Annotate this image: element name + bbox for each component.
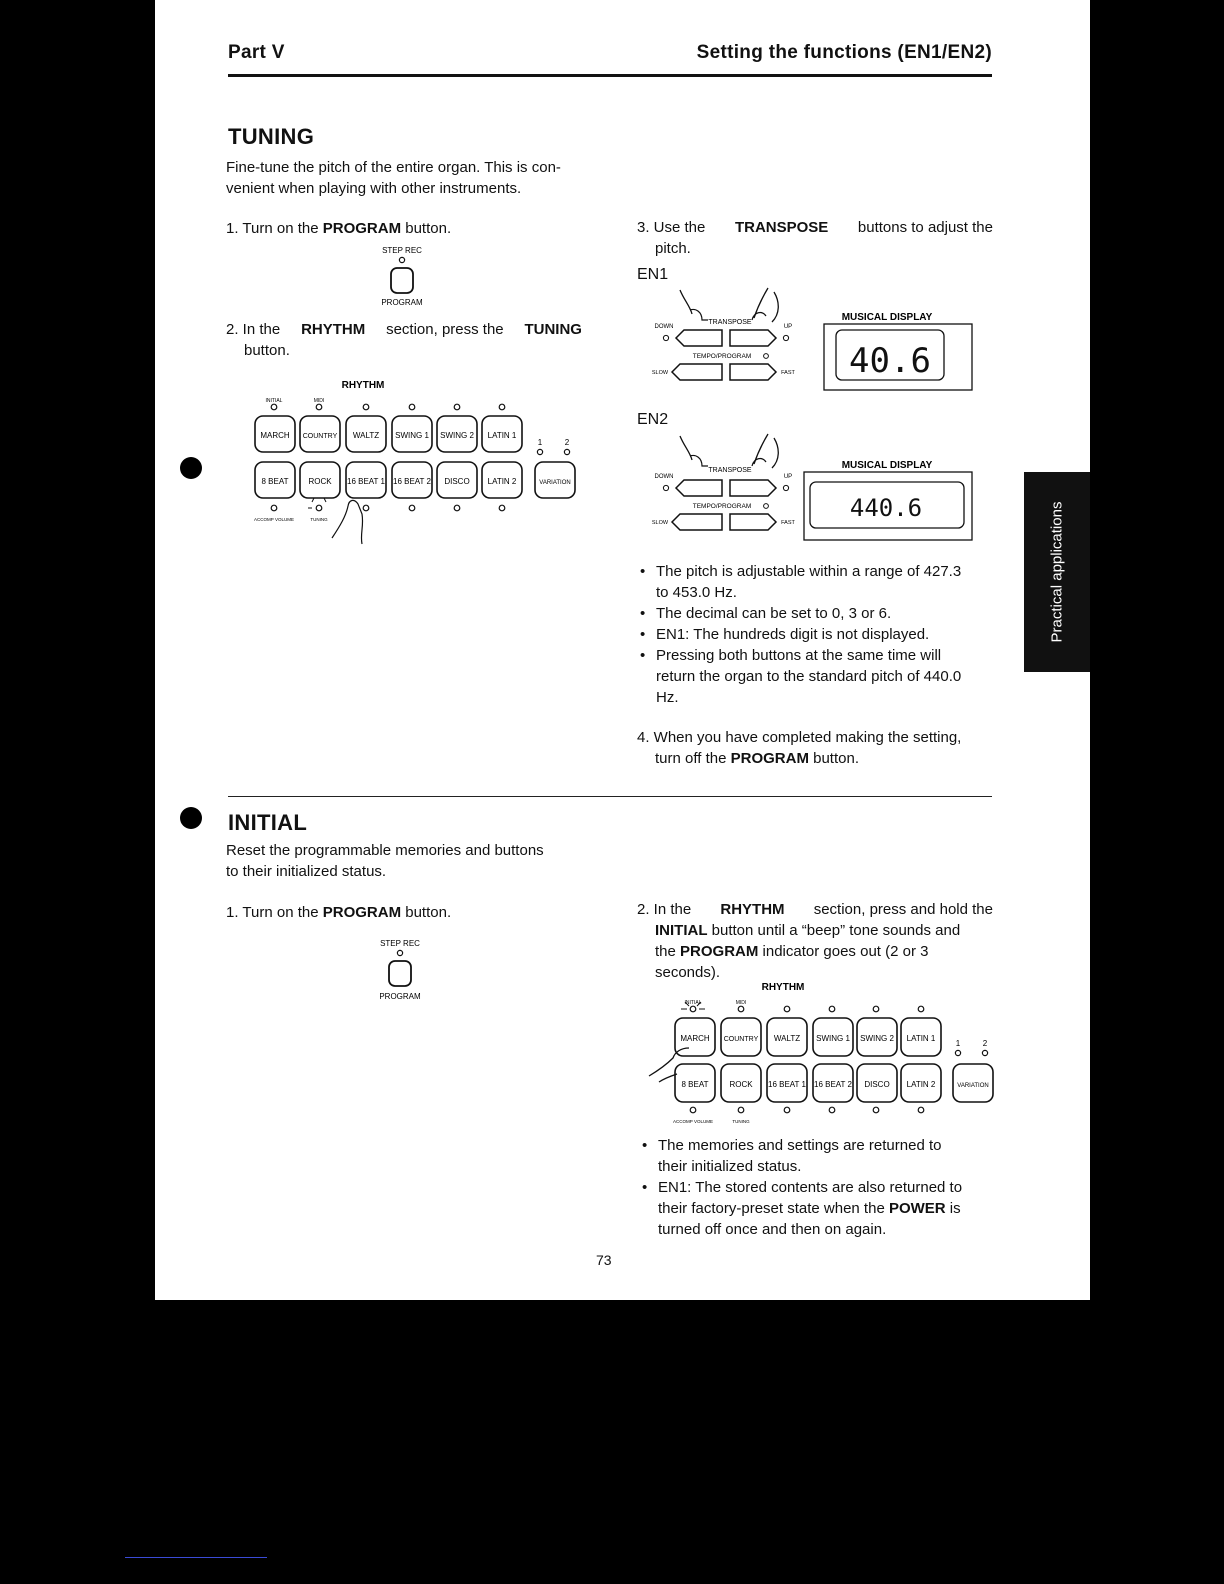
tuning-led-label-2: TUNING bbox=[732, 1119, 750, 1124]
btn-label-latin2: LATIN 2 bbox=[487, 477, 517, 486]
led-5 bbox=[454, 404, 460, 410]
tuning-step3-pre: 3. Use the bbox=[637, 219, 706, 236]
variation2-label-2: 2 bbox=[982, 1039, 988, 1048]
accomp-volume-label: ACCOMP VOLUME bbox=[254, 517, 294, 522]
side-tab bbox=[1024, 472, 1090, 672]
program-label-2: PROGRAM bbox=[379, 992, 421, 1001]
initial-notes bbox=[640, 1135, 996, 1240]
initial-note-2b: their factory-preset state when the bbox=[658, 1200, 889, 1217]
tuning-step1-pre: 1. Turn on the bbox=[226, 220, 323, 237]
step-rec-led bbox=[399, 257, 404, 262]
btn2-label-disco: DISCO bbox=[864, 1080, 890, 1089]
en2-tempo-label: TEMPO/PROGRAM bbox=[692, 503, 752, 510]
initial-step2-post3: indicator goes out (2 or 3 bbox=[758, 943, 929, 960]
variation2-label-1: 1 bbox=[955, 1039, 961, 1048]
en2-down-led bbox=[663, 485, 668, 490]
en2-fast-button bbox=[730, 514, 776, 530]
program-button-figure-2 bbox=[368, 937, 428, 1003]
btn-label-march: MARCH bbox=[260, 431, 290, 440]
variation-label-1: 1 bbox=[537, 438, 543, 447]
en1-tempo-led bbox=[764, 354, 769, 359]
initial-led-label-2: INITIAL bbox=[684, 1000, 702, 1006]
en1-fast-button bbox=[730, 364, 776, 380]
en2-up-led bbox=[783, 485, 788, 490]
initial-note-2c: turned off once and then on again. bbox=[658, 1221, 887, 1238]
initial-step1-bold: PROGRAM bbox=[322, 904, 402, 921]
en1-label: EN1 bbox=[637, 266, 669, 283]
tuning-step2-line2: button. bbox=[244, 342, 290, 359]
tuning-step2-rhythm: RHYTHM bbox=[301, 321, 366, 338]
binding-hole-1 bbox=[180, 457, 202, 479]
initial-step2-pre: 2. In the bbox=[637, 901, 692, 918]
initial-step1 bbox=[226, 902, 451, 923]
led-4 bbox=[409, 404, 415, 410]
initial-step2-initial: INITIAL bbox=[655, 922, 708, 939]
tuning-step4-post: button. bbox=[808, 750, 859, 767]
led2-6 bbox=[918, 1006, 924, 1012]
initial-step2-post2: button until a “beep” tone sounds and bbox=[707, 922, 961, 939]
btn2-label-16beat2: 16 BEAT 2 bbox=[814, 1080, 852, 1089]
btn-label-waltz: WALTZ bbox=[352, 431, 380, 440]
tuning-step3-post: buttons to adjust the bbox=[857, 219, 993, 236]
led2-tuning bbox=[738, 1107, 744, 1113]
led-r2-3 bbox=[363, 505, 369, 511]
initial-step2-line4: seconds). bbox=[655, 964, 721, 981]
en1-transpose-down-button bbox=[676, 330, 722, 346]
tuning-note-1b: to 453.0 Hz. bbox=[656, 584, 737, 601]
led-3 bbox=[363, 404, 369, 410]
initial-step2-rhythm: RHYTHM bbox=[720, 901, 785, 918]
btn-label-16beat1: 16 BEAT 1 bbox=[347, 477, 385, 486]
step-rec-label: STEP REC bbox=[382, 246, 422, 255]
en1-transpose-figure bbox=[650, 284, 980, 394]
led2-3 bbox=[784, 1006, 790, 1012]
page-number: 73 bbox=[596, 1252, 612, 1268]
tuning-note-3: • EN1: The hundreds digit is not displayed. bbox=[638, 624, 994, 645]
midi-led-label: MIDI bbox=[313, 398, 325, 404]
btn-label-latin1: LATIN 1 bbox=[487, 431, 517, 440]
en1-up-led bbox=[783, 335, 788, 340]
tuning-notes bbox=[638, 561, 994, 708]
variation-label-2: 2 bbox=[564, 438, 570, 447]
tuning-note-2: • The decimal can be set to 0, 3 or 6. bbox=[638, 603, 994, 624]
program-button-2 bbox=[389, 961, 411, 986]
tuning-note-4b: return the organ to the standard pitch of 440.0 bbox=[656, 668, 962, 685]
tuning-step3-transpose: TRANSPOSE bbox=[734, 219, 829, 236]
btn2-label-march: MARCH bbox=[680, 1034, 710, 1043]
en1-hand-lines bbox=[680, 288, 778, 322]
step-rec-led-2 bbox=[397, 950, 402, 955]
rhythm-panel-figure-1 bbox=[250, 376, 590, 546]
initial-step2-pre3: the bbox=[655, 943, 681, 960]
initial-title: INITIAL bbox=[228, 810, 308, 835]
en1-display-value: 40.6 bbox=[849, 341, 931, 381]
btn2-label-waltz: WALTZ bbox=[773, 1034, 801, 1043]
en1-tempo-label: TEMPO/PROGRAM bbox=[692, 353, 752, 360]
en1-musical-display-label: MUSICAL DISPLAY bbox=[841, 312, 933, 323]
initial-note-is: is bbox=[945, 1200, 961, 1217]
side-tab-label: Practical applications bbox=[1048, 501, 1066, 643]
led2-r2-5 bbox=[873, 1107, 879, 1113]
en2-down-label: DOWN bbox=[654, 474, 674, 480]
finger-pointer bbox=[332, 500, 363, 544]
initial-step1-post: button. bbox=[401, 904, 452, 921]
tuning-step3 bbox=[637, 217, 993, 259]
tuning-step4-line1: 4. When you have completed making the setting, bbox=[637, 729, 962, 746]
en2-display-value: 440.6 bbox=[849, 494, 923, 522]
binding-hole-2 bbox=[180, 807, 202, 829]
tuning-step4-program: PROGRAM bbox=[730, 750, 809, 767]
program-button bbox=[391, 268, 413, 293]
tuning-step1-post: button. bbox=[401, 220, 452, 237]
finger-pointer-2 bbox=[649, 1048, 689, 1082]
tuning-step1 bbox=[226, 218, 451, 239]
en1-up-label: UP bbox=[783, 324, 793, 330]
variation-led-1 bbox=[537, 449, 542, 454]
tuning-intro-line1: Fine-tune the pitch of the entire organ. This is con- bbox=[226, 159, 561, 176]
led-r2-5 bbox=[454, 505, 460, 511]
btn-label-swing2: SWING 2 bbox=[440, 431, 474, 440]
btn-label-8beat: 8 BEAT bbox=[261, 477, 289, 486]
btn-label-rock: ROCK bbox=[308, 477, 332, 486]
en2-slow-button bbox=[672, 514, 722, 530]
initial-note-1b: their initialized status. bbox=[658, 1158, 802, 1175]
tuning-intro bbox=[226, 157, 561, 199]
tuning-step1-bold: PROGRAM bbox=[322, 220, 402, 237]
tuning-step4 bbox=[637, 727, 997, 769]
en2-label: EN2 bbox=[637, 411, 669, 428]
initial-note-power: POWER bbox=[888, 1200, 946, 1217]
tuning-note-1a: The pitch is adjustable within a range of 427.3 bbox=[656, 563, 962, 580]
initial-intro-line2: to their initialized status. bbox=[226, 863, 387, 880]
led2-r2-6 bbox=[918, 1107, 924, 1113]
led-accomp bbox=[271, 505, 277, 511]
initial-step2-program: PROGRAM bbox=[680, 943, 759, 960]
btn2-label-swing2: SWING 2 bbox=[860, 1034, 894, 1043]
led2-midi bbox=[738, 1006, 744, 1012]
en1-transpose-up-button bbox=[730, 330, 776, 346]
tuning-step3-line2: pitch. bbox=[655, 240, 691, 257]
led-r2-6 bbox=[499, 505, 505, 511]
btn2-label-latin2: LATIN 2 bbox=[906, 1080, 936, 1089]
btn2-label-8beat: 8 BEAT bbox=[681, 1080, 709, 1089]
initial-step1-pre: 1. Turn on the bbox=[226, 904, 323, 921]
header-part: Part V bbox=[228, 42, 285, 63]
midi-led-label-2: MIDI bbox=[735, 1000, 747, 1006]
tuning-step2-tuning: TUNING bbox=[524, 321, 582, 338]
en2-up-label: UP bbox=[783, 474, 793, 480]
initial-note-2a: EN1: The stored contents are also returned to bbox=[658, 1179, 963, 1196]
tuning-step2 bbox=[226, 319, 582, 361]
led-midi bbox=[316, 404, 322, 410]
tuning-led-label: TUNING bbox=[310, 517, 328, 522]
en2-musical-display-label: MUSICAL DISPLAY bbox=[841, 460, 933, 471]
tuning-intro-line2: venient when playing with other instruments. bbox=[226, 180, 522, 197]
btn2-label-country: COUNTRY bbox=[723, 1036, 759, 1043]
tuning-note-4 bbox=[638, 645, 994, 708]
program-label: PROGRAM bbox=[381, 298, 423, 307]
en2-hand-lines bbox=[680, 434, 778, 468]
btn-label-16beat2: 16 BEAT 2 bbox=[393, 477, 431, 486]
initial-intro-line1: Reset the programmable memories and buttons bbox=[226, 842, 544, 859]
initial-intro bbox=[226, 840, 544, 882]
page-header bbox=[228, 40, 992, 77]
btn-label-disco: DISCO bbox=[444, 477, 470, 486]
btn2-label-latin1: LATIN 1 bbox=[906, 1034, 936, 1043]
en1-fast-label: FAST bbox=[781, 370, 795, 376]
btn2-label-variation: VARIATION bbox=[957, 1083, 989, 1089]
tuning-note-1 bbox=[638, 561, 994, 603]
section-divider bbox=[228, 796, 992, 797]
tuning-title: TUNING bbox=[228, 124, 315, 149]
en1-transpose-label: TRANSPOSE bbox=[708, 319, 752, 326]
tuning-step2-pre: 2. In the bbox=[226, 321, 281, 338]
en2-slow-label: SLOW bbox=[651, 520, 669, 526]
btn2-label-swing1: SWING 1 bbox=[816, 1034, 850, 1043]
variation-led-2 bbox=[564, 449, 569, 454]
btn-label-variation: VARIATION bbox=[539, 480, 571, 486]
tuning-note-4c: Hz. bbox=[656, 689, 679, 706]
led2-r2-4 bbox=[829, 1107, 835, 1113]
bottom-link-underline bbox=[125, 1557, 267, 1558]
tuning-step2-mid: section, press the bbox=[386, 321, 504, 338]
led2-5 bbox=[873, 1006, 879, 1012]
en1-down-label: DOWN bbox=[654, 324, 674, 330]
led-initial bbox=[271, 404, 277, 410]
en2-fast-label: FAST bbox=[781, 520, 795, 526]
initial-note-1a: The memories and settings are returned to bbox=[658, 1137, 942, 1154]
en2-tempo-led bbox=[764, 504, 769, 509]
led2-accomp bbox=[690, 1107, 696, 1113]
initial-step2 bbox=[637, 899, 993, 983]
en2-right-finger bbox=[752, 459, 766, 466]
btn2-label-16beat1: 16 BEAT 1 bbox=[768, 1080, 806, 1089]
accomp-volume-label-2: ACCOMP VOLUME bbox=[673, 1119, 713, 1124]
led-6 bbox=[499, 404, 505, 410]
en2-left-finger bbox=[690, 455, 708, 466]
initial-note-2 bbox=[640, 1177, 996, 1240]
led-r2-4 bbox=[409, 505, 415, 511]
en2-transpose-figure bbox=[650, 430, 980, 545]
en1-slow-label: SLOW bbox=[651, 370, 669, 376]
initial-step2-post1: section, press and hold the bbox=[813, 901, 993, 918]
led2-r2-3 bbox=[784, 1107, 790, 1113]
btn-label-country: COUNTRY bbox=[302, 433, 338, 440]
led2-initial bbox=[690, 1006, 696, 1012]
rhythm-label: RHYTHM bbox=[341, 380, 385, 391]
en2-transpose-up-button bbox=[730, 480, 776, 496]
en2-transpose-label: TRANSPOSE bbox=[708, 467, 752, 474]
initial-note-1 bbox=[640, 1135, 996, 1177]
en1-slow-button bbox=[672, 364, 722, 380]
en1-left-finger bbox=[690, 309, 708, 320]
btn2-label-rock: ROCK bbox=[729, 1080, 753, 1089]
header-section-title: Setting the functions (EN1/EN2) bbox=[696, 42, 992, 63]
rhythm-panel-figure-2 bbox=[645, 978, 1000, 1128]
tuning-note-4a: Pressing both buttons at the same time will bbox=[656, 647, 942, 664]
en2-transpose-down-button bbox=[676, 480, 722, 496]
variation2-led-2 bbox=[982, 1050, 987, 1055]
variation2-led-1 bbox=[955, 1050, 960, 1055]
led2-4 bbox=[829, 1006, 835, 1012]
tuning-step4-pre: turn off the bbox=[655, 750, 731, 767]
en1-right-finger bbox=[752, 313, 766, 320]
rhythm-label-2: RHYTHM bbox=[761, 982, 805, 993]
program-button-figure bbox=[372, 244, 432, 310]
btn-label-swing1: SWING 1 bbox=[395, 431, 429, 440]
en1-down-led bbox=[663, 335, 668, 340]
led-tuning bbox=[316, 505, 322, 511]
step-rec-label-2: STEP REC bbox=[380, 939, 420, 948]
initial-led-label: INITIAL bbox=[265, 398, 283, 404]
